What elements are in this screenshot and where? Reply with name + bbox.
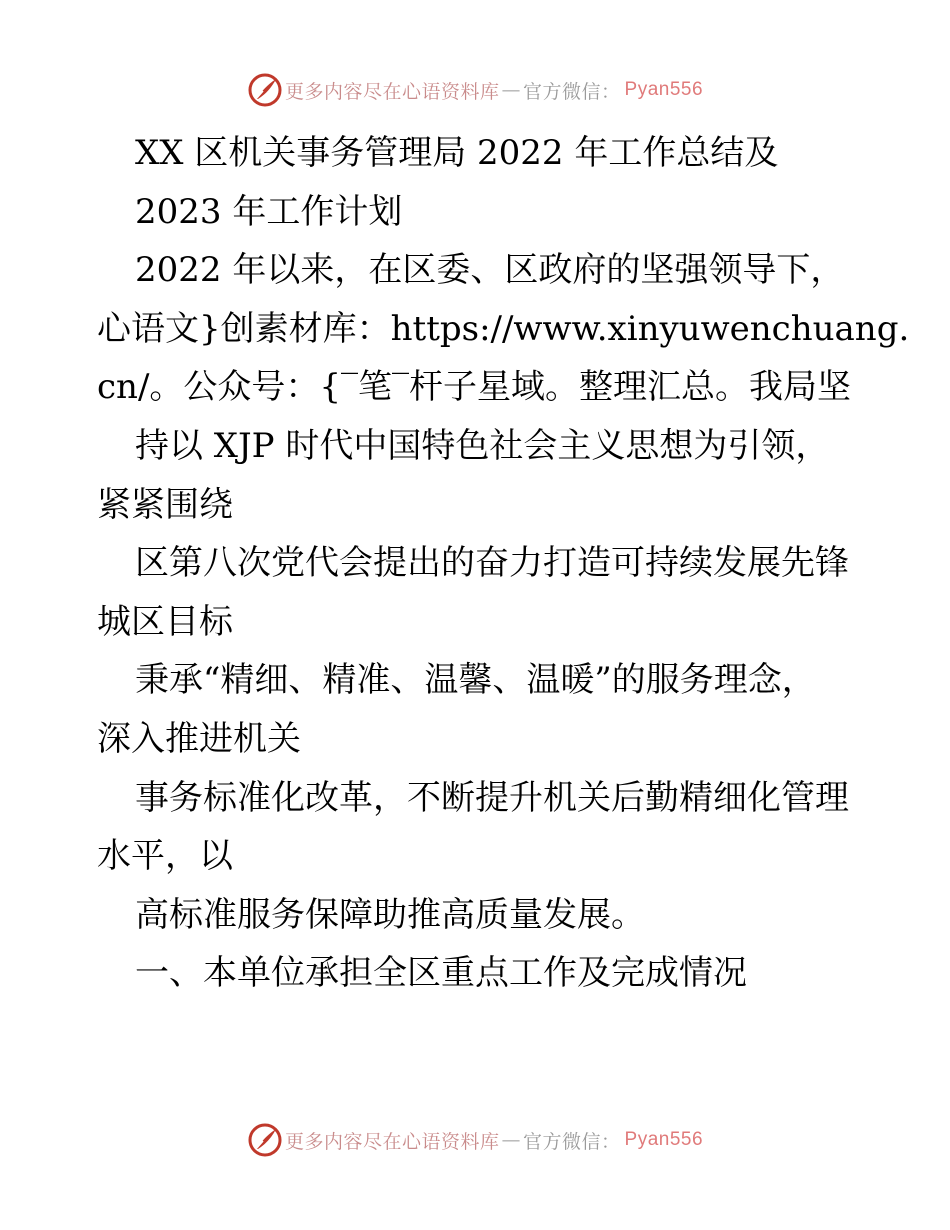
banner-official-label: 官方微信 — [522, 1130, 601, 1153]
quill-logo-icon — [247, 1122, 283, 1158]
doc-paragraph-line: 城区目标 — [97, 601, 233, 642]
doc-paragraph-line: 区第八次党代会提出的奋力打造可持续发展先锋 — [135, 543, 849, 584]
document-body — [0, 124, 950, 1003]
footer-banner — [0, 1120, 950, 1160]
doc-paragraph-line: 紧紧围绕 — [97, 484, 233, 525]
doc-section-heading: 一、本单位承担全区重点工作及完成情况 — [135, 953, 747, 994]
doc-title-line-2: 2023 年工作计划 — [135, 191, 403, 232]
banner-official-label: 官方微信 — [522, 80, 601, 103]
doc-paragraph-line: 深入推进机关 — [97, 718, 301, 759]
banner-dash: — — [501, 1129, 521, 1151]
doc-paragraph-line: cn/。公众号：{‾笔‾杆子星域。整理汇总。我局坚 — [97, 367, 852, 408]
doc-title-line-1: XX 区机关事务管理局 2022 年工作总结及 — [135, 133, 779, 173]
banner-dash: — — [501, 79, 521, 101]
doc-paragraph-line: 水平，以 — [97, 836, 233, 877]
banner-colon: ： — [601, 1130, 621, 1153]
header-banner — [0, 70, 950, 110]
doc-paragraph-line: 2022 年以来，在区委、区政府的坚强领导下， — [135, 250, 845, 291]
doc-paragraph-line: 高标准服务保障助推高质量发展。 — [135, 894, 645, 935]
doc-paragraph-line: 持以 XJP 时代中国特色社会主义思想为引领， — [135, 425, 830, 466]
doc-paragraph-line: 事务标准化改革，不断提升机关后勤精细化管理 — [135, 777, 849, 818]
banner-wechat-handle: Pyan556 — [624, 79, 704, 100]
doc-paragraph-line: 秉承“精细、精准、温馨、温暖”的服务理念， — [135, 660, 816, 701]
doc-paragraph-line: 心语文}创素材库：https://www.xinyuwenchuang. — [97, 308, 910, 349]
banner-prefix: 更多内容尽在心语资料库 — [284, 1130, 500, 1153]
banner-wechat-handle: Pyan556 — [624, 1129, 704, 1150]
quill-logo-icon — [247, 72, 283, 108]
banner-colon: ： — [601, 80, 621, 103]
banner-prefix: 更多内容尽在心语资料库 — [284, 80, 500, 103]
